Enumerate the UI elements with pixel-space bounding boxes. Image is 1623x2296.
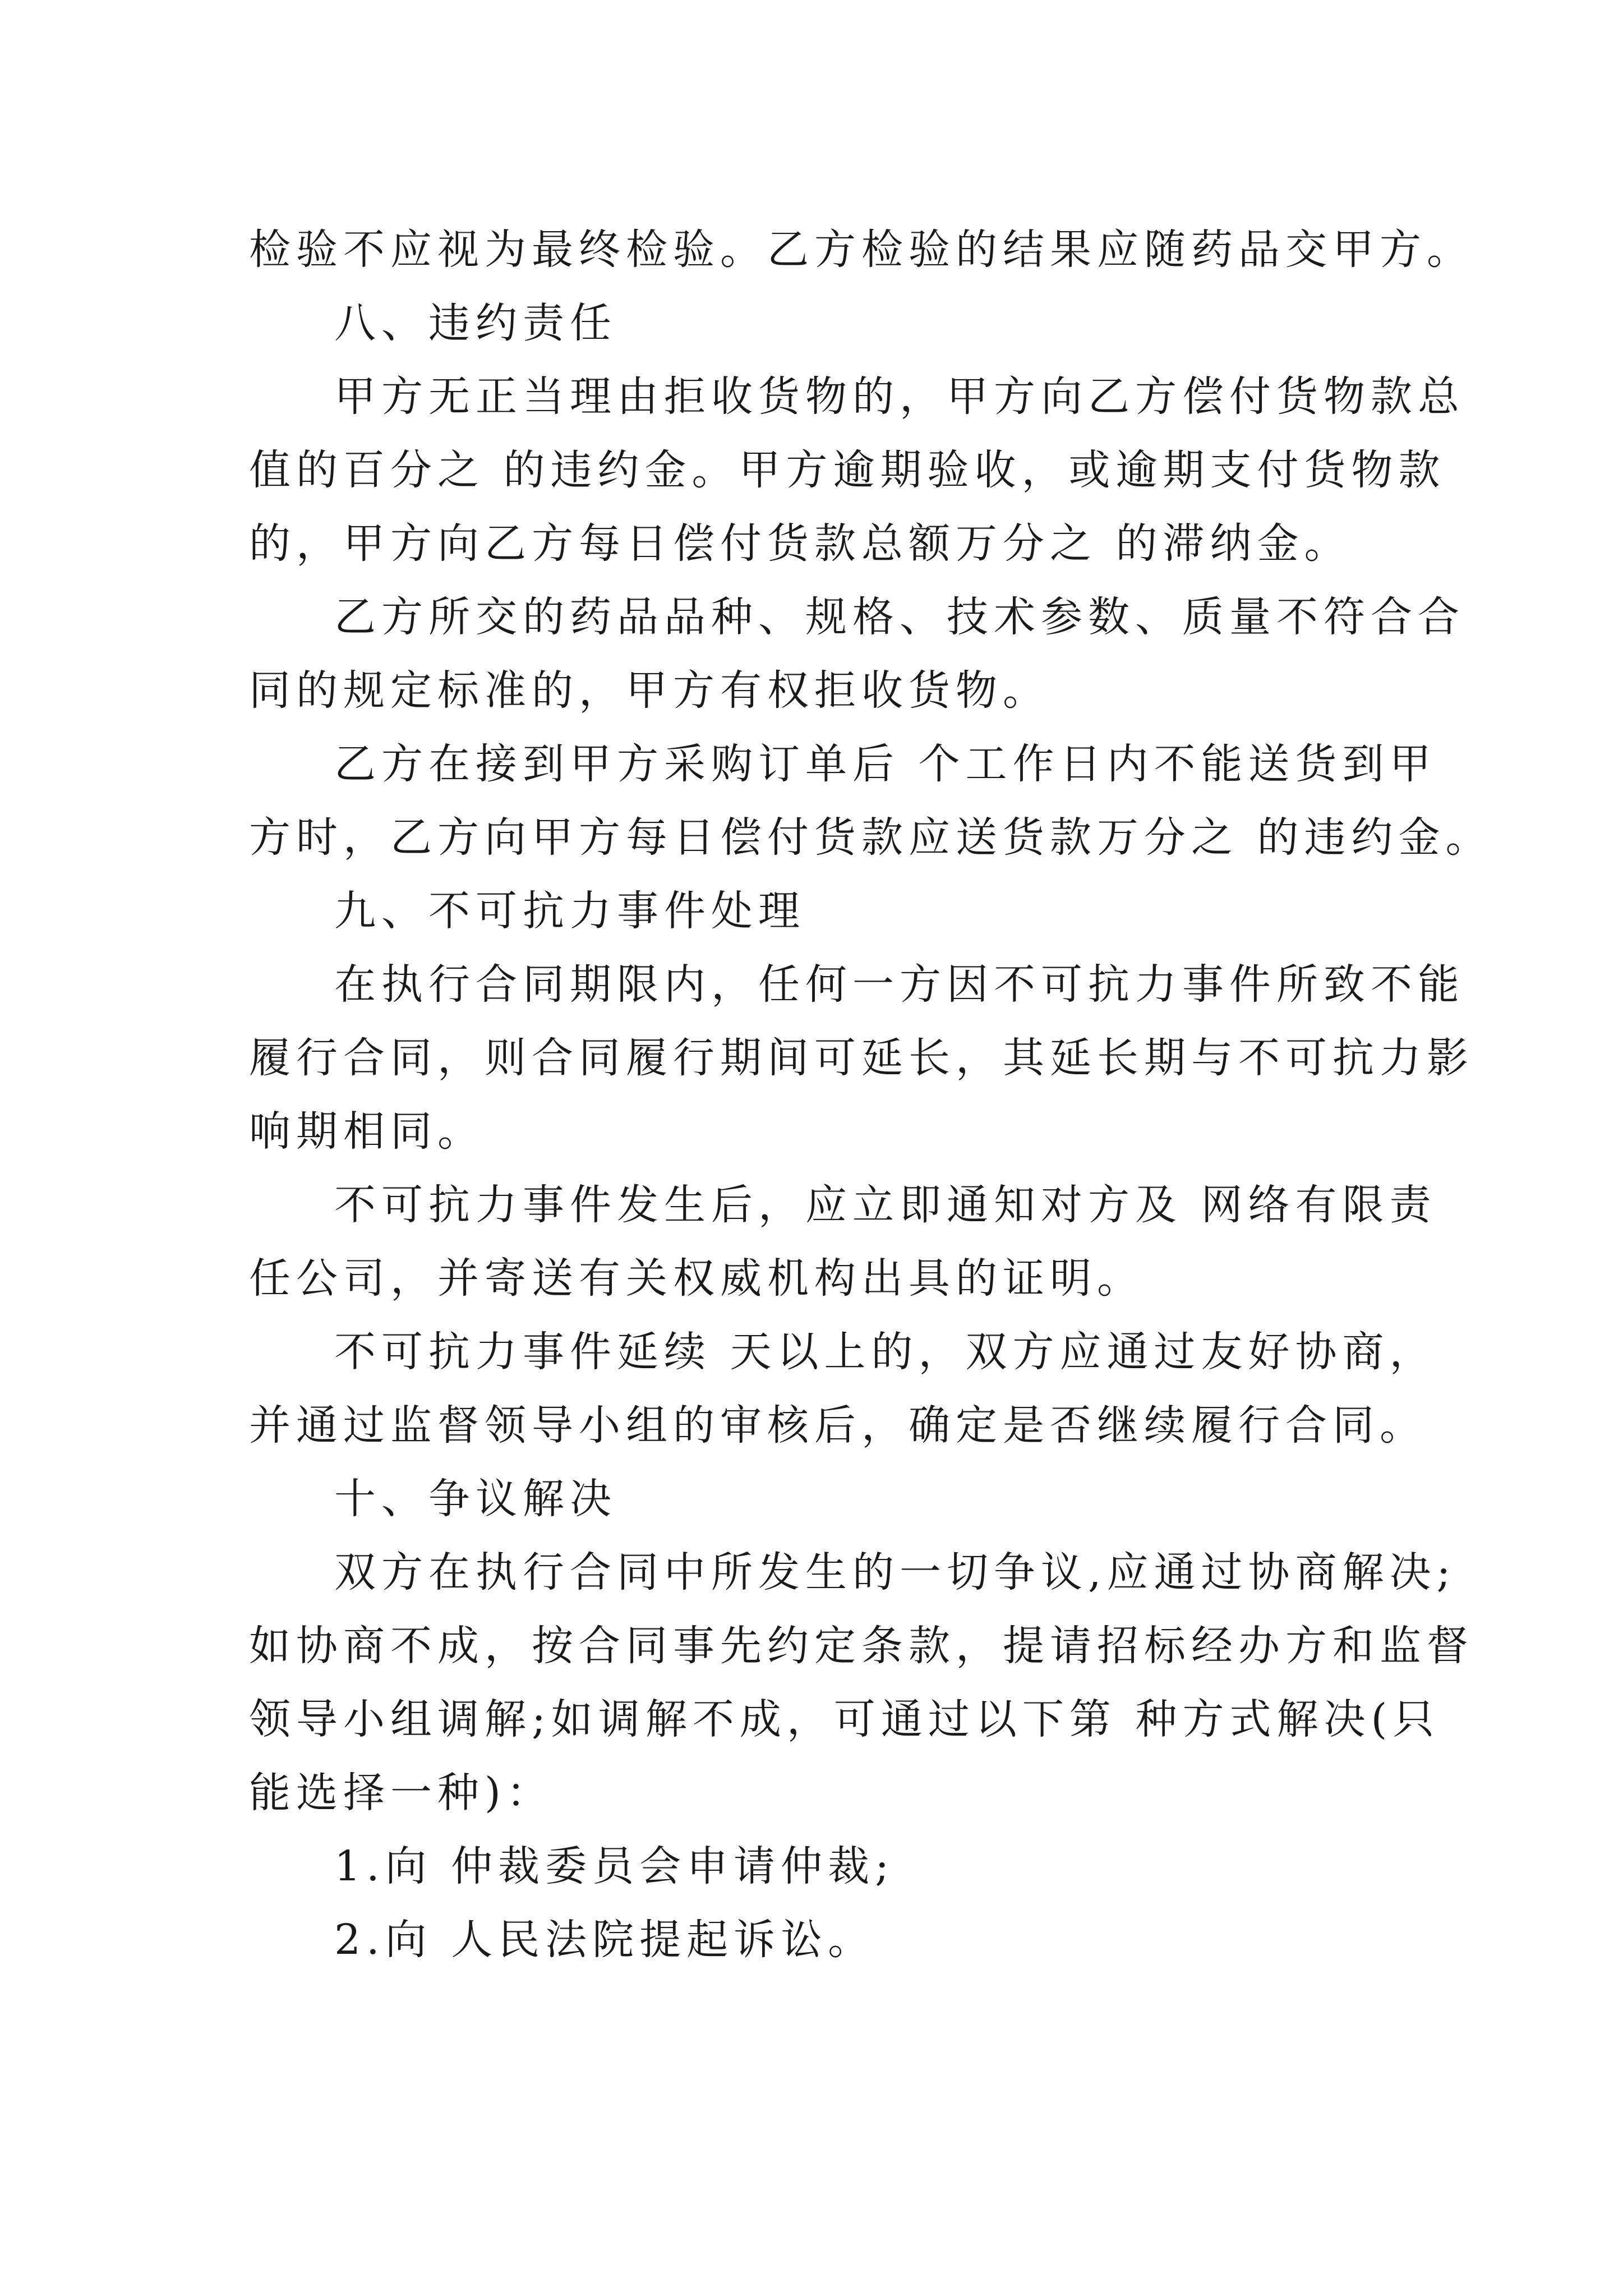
- text-line: 乙方在接到甲方采购订单后 个工作日内不能送货到甲: [334, 740, 1437, 788]
- text-line: 九、不可抗力事件处理: [334, 887, 805, 935]
- text-line: 如协商不成，按合同事先约定条款，提请招标经办方和监督: [249, 1622, 1474, 1670]
- text-line: 履行合同，则合同履行期间可延长，其延长期与不可抗力影: [249, 1034, 1474, 1082]
- text-line: 不可抗力事件发生后，应立即通知对方及 网络有限责: [334, 1181, 1437, 1229]
- document-body: [249, 213, 1493, 1977]
- text-line: 甲方无正当理由拒收货物的，甲方向乙方偿付货物款总: [334, 372, 1465, 421]
- text-line: 任公司，并寄送有关权威机构出具的证明。: [249, 1254, 1144, 1303]
- text-line: 的，甲方向乙方每日偿付货款总额万分之 的滞纳金。: [249, 519, 1352, 568]
- text-line: 检验不应视为最终检验。乙方检验的结果应随药品交甲方。: [249, 226, 1474, 274]
- text-line: 领导小组调解;如调解不成，可通过以下第 种方式解决(只: [249, 1695, 1440, 1743]
- text-line: 在执行合同期限内，任何一方因不可抗力事件所致不能: [334, 960, 1465, 1009]
- text-line: 方时，乙方向甲方每日偿付货款应送货款万分之 的违约金。: [249, 813, 1493, 862]
- text-line: 并通过监督领导小组的审核后，确定是否继续履行合同。: [249, 1401, 1427, 1450]
- text-line: 值的百分之 的违约金。甲方逾期验收，或逾期支付货物款: [249, 446, 1446, 494]
- text-line: 乙方所交的药品品种、规格、技术参数、质量不符合合: [334, 593, 1465, 641]
- text-line: 1.向 仲裁委员会申请仲裁;: [334, 1842, 895, 1890]
- text-line: 响期相同。: [249, 1107, 485, 1156]
- text-line: 不可抗力事件延续 天以上的，双方应通过友好协商，: [334, 1328, 1437, 1376]
- text-line: 八、违约责任: [334, 299, 617, 347]
- text-line: 2.向 人民法院提起诉讼。: [334, 1916, 875, 1964]
- text-line: 能选择一种)：: [249, 1769, 554, 1817]
- text-line: 十、争议解决: [334, 1475, 617, 1523]
- text-line: 双方在执行合同中所发生的一切争议,应通过协商解决;: [334, 1548, 1456, 1596]
- text-line: 同的规定标准的，甲方有权拒收货物。: [249, 666, 1050, 715]
